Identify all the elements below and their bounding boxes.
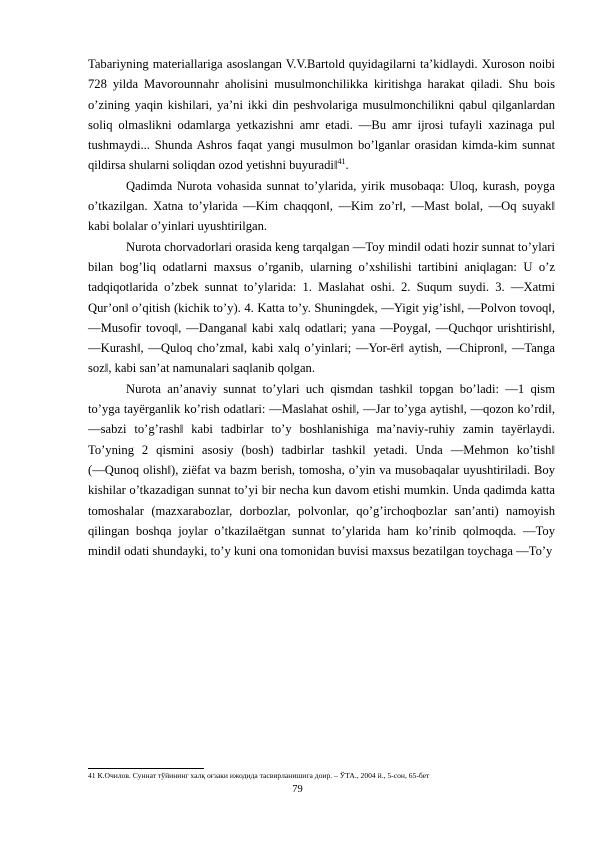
footnote-divider bbox=[88, 768, 204, 769]
paragraph-1-end: . bbox=[345, 158, 349, 173]
paragraph-4: Nurota an’anaviy sunnat to’ylari uch qismdan tashkil topgan bo’ladi: ―1 qism to’yga tayёrganlik ko’rish odatlari: ―Maslahat oshi‖, ―Jar to’yga aytish‖, ―qozon ko’rdi‖, ―sabzi to’g’rash‖ kabi tadbirlar to’y boshlanishiga ma’naviy-ruhiy zamin tayёrlaydi. To’yning 2 qismini asosiy (bosh) tadbirlar tashkil yetadi. Unda ―Mehmon ko’tish‖ (―Qunoq olish‖), ziёfat va bazm berish, tomosha, o’yin va musobaqalar uyushtiriladi. Boy kishilar o’tkazadigan sunnat to’yi bir necha kun davom etishi mumkin. Unda qadimda katta tomoshalar (mazxarabozlar, dorbozlar, polvonlar, qo’g’irchoqbozlar san’anti) namoyish qilingan boshqa joylar o’tkazilaёtgan sunnat to’ylarida ham ko’rinib qolmoqda. ―Toy mindi‖ odati shundayki, to’y kuni ona tomonidan buvisi maxsus bezatilgan toychaga ―To’y bbox=[88, 381, 555, 559]
document-body bbox=[88, 54, 555, 561]
paragraph-3: Nurota chorvadorlari orasida keng tarqalgan ―Toy mindi‖ odati hozir sunnat to’ylari bilan bog’liq odatlarni maxsus o’rganib, ularning o’xshilishi tartibini aniqlagan: U o’z tadqiqotlarida o’zbek sunnat to’ylarida: 1. Maslahat oshi. 2. Suqum suydi. 3. ―Xatmi Qur’on‖ o’qitish (kichik to’y). 4. Katta to’y. Shuningdek, ―Yigit yig’ish‖, ―Polvon tovoq‖, ―Musofir tovoq‖, ―Dangana‖ kabi xalq odatlari; yana ―Poyga‖, ―Quchqor urishtirish‖, ―Kurash‖, ―Quloq cho’zma‖, kabi xalq o’yinlari; ―Yor-ёr‖ aytish, ―Chipron‖, ―Tanga soz‖, kabi san’at namunalari saqlanib qolgan. bbox=[88, 239, 555, 376]
footnote: 41 К.Очилов. Суннат тўйининг халқ оғзаки ижодида тасвирланишига доир. – ЎТА., 2004 й., 5-сон, 65-бет bbox=[88, 771, 430, 780]
footnote-ref[interactable]: 41 bbox=[337, 157, 346, 167]
paragraph-1-text: Tabariyning materiallariga asoslangan V.V.Bartold quyidagilarni ta’kidlaydi. Xuroson noibi 728 yilda Mavorounnahr aholisini musulmonchilikka kiritishga harakat qiladi. Shu bois o’zining yaqin kishilari, ya’ni ikki din peshvolariga musulmonchilikni qabul qilganlardan soliq olmaslikni odamlarga yetkazishni amr etadi. ―Bu amr ijrosi tufayli xazinaga pul tushmaydi... Shunda Ashros faqat yangi musulmon bo’lganlar orasidan kimda-kim sunnat qildirsa shularni soliqdan ozod yetishni buyuradi‖ bbox=[88, 57, 555, 173]
paragraph-2: Qadimda Nurota vohasida sunnat to’ylarida, yirik musobaqa: Uloq, kurash, poyga o’tkazilgan. Xatna to’ylarida ―Kim chaqqon‖, ―Kim zo’r‖, ―Mast bola‖, ―Oq suyak‖ kabi bolalar o’yinlari uyushtirilgan. bbox=[88, 178, 555, 234]
paragraph-1 bbox=[88, 54, 555, 176]
page-number: 79 bbox=[292, 784, 303, 795]
